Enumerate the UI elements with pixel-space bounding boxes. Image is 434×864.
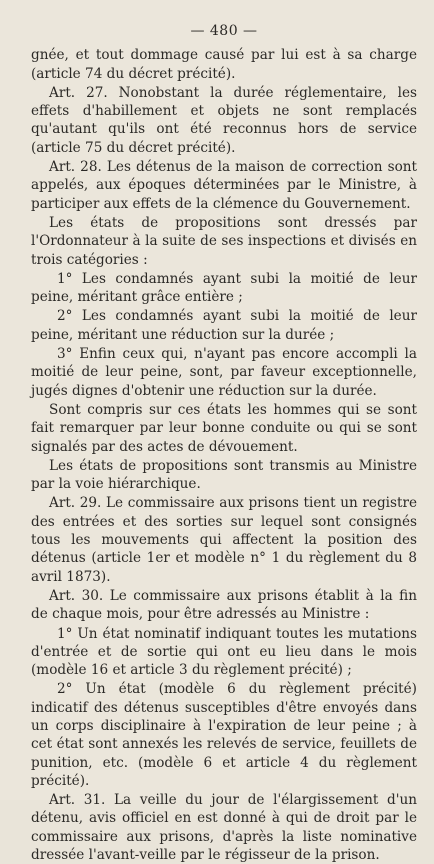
paragraph-continuation: gnée, et tout dommage causé par lui est à sa charge (article 74 du décret précité). bbox=[31, 47, 417, 82]
article-30-item-1: 1° Un état nominatif indiquant toutes les mutations d'entrée et de sortie qui ont eu lieu dans le mois (modèle 16 et article 3 du règlement précité) ; bbox=[31, 625, 417, 679]
page-number: — 480 — bbox=[190, 23, 258, 39]
category-1: 1° Les condamnés ayant subi la moitié de leur peine, méritant grâce entière ; bbox=[31, 270, 417, 306]
category-3: 3° Enfin ceux qui, n'ayant pas encore accompli la moitié de leur peine, sont, par faveur exceptionnelle, jugés dignes d'obtenir une réduction sur la durée. bbox=[31, 346, 417, 399]
paragraph-sont-compris: Sont compris sur ces états les hommes qui se sont fait remarquer par leur bonne conduite ou qui se sont signalés par des actes de dévouement. bbox=[31, 401, 417, 455]
paragraph-transmission: Les états de propositions sont transmis au Ministre par la voie hiérarchique. bbox=[31, 457, 417, 493]
article-30: Art. 30. Le commissaire aux prisons établit à la fin de chaque mois, pour être adressés au Ministre : bbox=[31, 587, 417, 623]
paragraph-etats-propositions: Les états de propositions sont dressés par l'Ordonnateur à la suite de ses inspections et divisés en trois catégories : bbox=[31, 214, 417, 268]
category-2: 2° Les condamnés ayant subi la moitié de leur peine, méritant une réduction sur la durée ; bbox=[31, 308, 417, 343]
article-30-item-2: 2° Un état (modèle 6 du règlement précité) indicatif des détenus susceptibles d'être envoyés dans un corps disciplinaire à l'expiration de leur peine ; à cet état sont annexés les relevés de service, feuillets de punition, etc. (modèle 6 et article 4 du règlement précité). bbox=[31, 681, 417, 789]
article-29: Art. 29. Le commissaire aux prisons tient un registre des entrées et des sorties sur lequel sont consignés tous les mouvements qui affectent la position des détenus (article 1er et modèle n° 1 du règlement du 8 avril 1873). bbox=[31, 495, 417, 585]
article-31: Art. 31. La veille du jour de l'élargissement d'un détenu, avis officiel en est donné à qui de droit par le commissaire aux prisons, d'après la liste nominative dressée l'avant-veille par le régisseur de la prison. bbox=[31, 792, 417, 864]
article-28: Art. 28. Les détenus de la maison de correction sont appelés, aux époques déterminées par le Ministre, à participer aux effets de la clémence du Gouvernement. bbox=[31, 159, 417, 212]
article-27: Art. 27. Nonobstant la durée réglementaire, les effets d'habillement et objets ne sont remplacés qu'autant qu'ils ont été reconnus hors de service (article 75 du décret précité). bbox=[31, 84, 417, 156]
